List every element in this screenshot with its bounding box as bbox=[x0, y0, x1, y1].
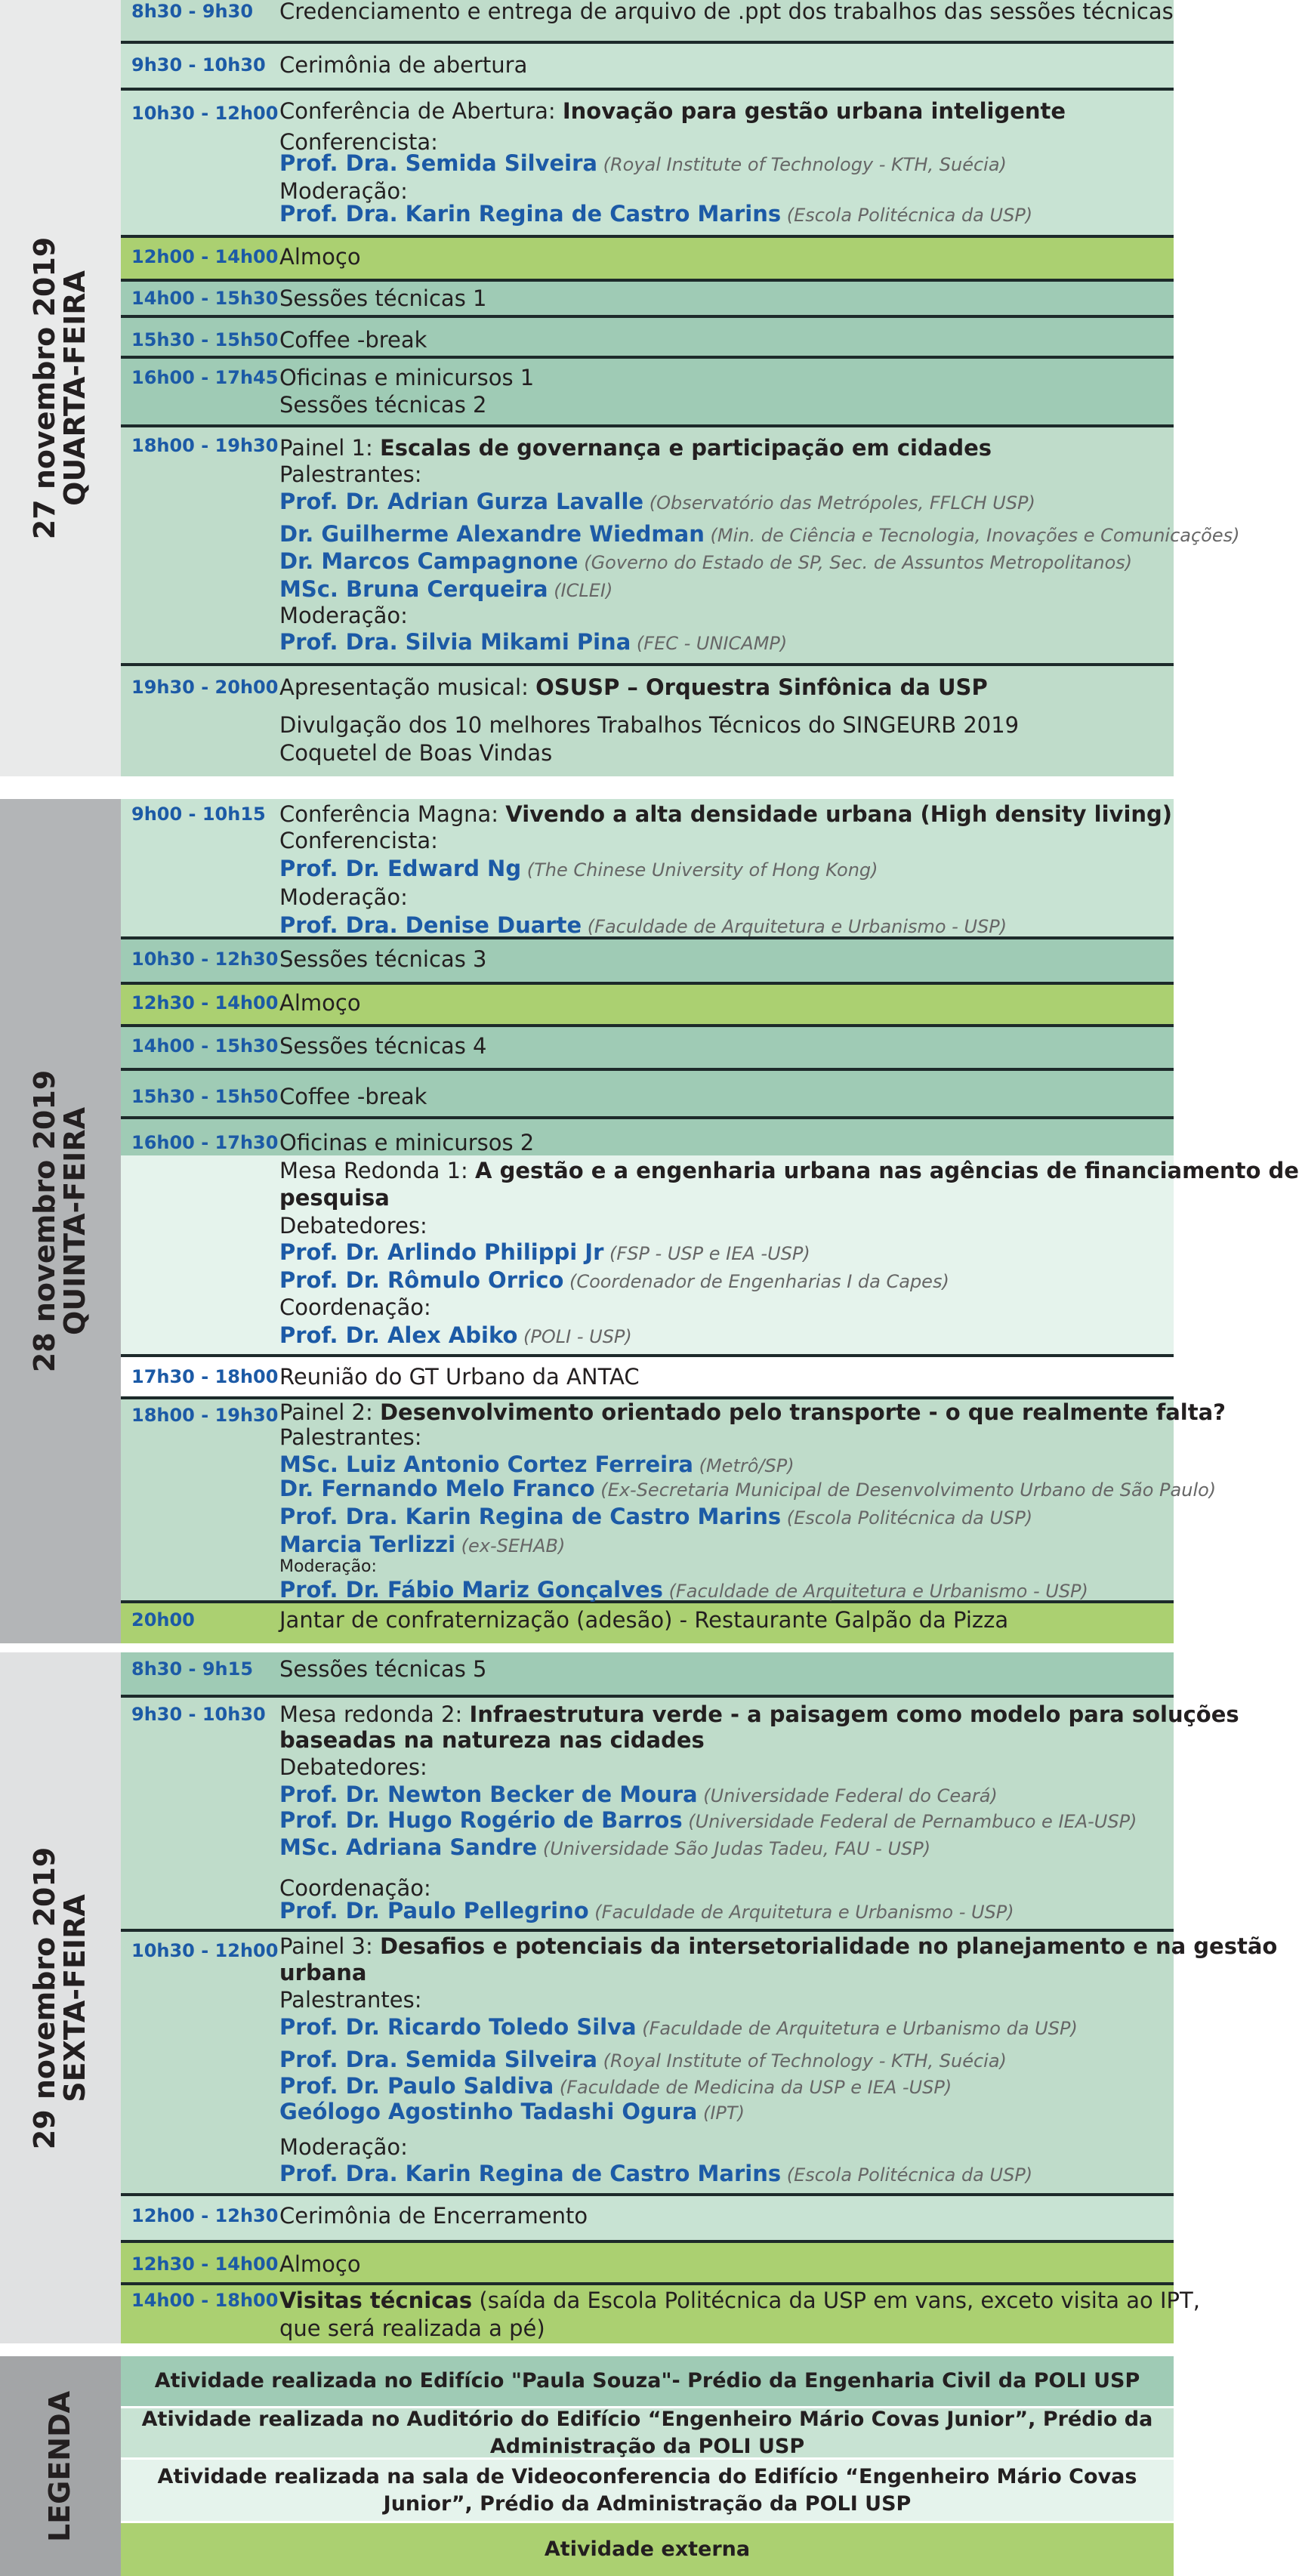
time-slot: 8h30 - 9h30 bbox=[131, 1, 254, 22]
row-text-line bbox=[279, 1267, 949, 1293]
text-segment: Divulgação dos 10 melhores Trabalhos Técnicos do SINGEURB 2019 bbox=[279, 712, 1020, 738]
row-text-line bbox=[279, 201, 1032, 227]
person-name: MSc. Bruna Cerqueira bbox=[279, 576, 548, 602]
row-text-line bbox=[279, 1557, 377, 1576]
affiliation: (ex-SEHAB) bbox=[455, 1535, 566, 1556]
row-text-line bbox=[279, 576, 612, 602]
text-segment: Almoço bbox=[279, 990, 361, 1016]
row-text-line bbox=[279, 1476, 1216, 1501]
time-slot: 12h30 - 14h00 bbox=[131, 2254, 279, 2275]
text-segment: Almoço bbox=[279, 244, 361, 270]
time-slot: 9h30 - 10h30 bbox=[131, 1704, 266, 1725]
person-name: Prof. Dr. Newton Becker de Moura bbox=[279, 1782, 698, 1807]
row-text-line bbox=[279, 52, 527, 78]
affiliation: (ICLEI) bbox=[548, 580, 613, 601]
affiliation: (The Chinese University of Hong Kong) bbox=[521, 859, 878, 881]
text-segment: Painel 3: bbox=[279, 1933, 380, 1959]
affiliation: (Faculdade de Arquitetura e Urbanismo - USP) bbox=[588, 1902, 1014, 1923]
text-segment: Moderação: bbox=[279, 884, 408, 910]
row-text-line bbox=[279, 1033, 486, 1059]
row-text-line bbox=[279, 1084, 427, 1109]
row-text-line bbox=[279, 2288, 1200, 2313]
person-name: MSc. Adriana Sandre bbox=[279, 1834, 538, 1860]
day-label-text bbox=[30, 237, 91, 539]
row-text-line bbox=[279, 1960, 367, 1985]
person-name: Prof. Dr. Adrian Gurza Lavalle bbox=[279, 489, 644, 514]
text-segment: Jantar de confraternização (adesão) - Restaurante Galpão da Pizza bbox=[279, 1607, 1009, 1633]
row-text-line bbox=[279, 1452, 795, 1477]
day-label bbox=[0, 0, 121, 776]
affiliation: (FEC - UNICAMP) bbox=[631, 633, 788, 654]
row-text-line bbox=[279, 603, 408, 628]
row-text-line bbox=[279, 1834, 930, 1860]
row-text-line bbox=[279, 2014, 1078, 2040]
text-segment: Moderação: bbox=[279, 603, 408, 628]
row-text-line bbox=[279, 1577, 1088, 1603]
person-name: Marcia Terlizzi bbox=[279, 1532, 456, 1557]
person-name: Prof. Dr. Paulo Saldiva bbox=[279, 2073, 554, 2099]
row-text-line bbox=[279, 2161, 1032, 2186]
text-segment: Palestrantes: bbox=[279, 1987, 422, 2013]
day-label-text bbox=[30, 1846, 91, 2149]
row-text-line bbox=[279, 1933, 1277, 1959]
row-text-line bbox=[279, 1364, 640, 1390]
row-text-line bbox=[279, 178, 408, 204]
row-text-line bbox=[279, 856, 878, 881]
time-slot: 12h30 - 14h00 bbox=[131, 992, 279, 1013]
affiliation: (Faculdade de Arquitetura e Urbanismo - USP) bbox=[582, 916, 1007, 937]
row-text-line bbox=[279, 2099, 745, 2124]
row-text-line bbox=[279, 990, 361, 1016]
row-text-line bbox=[279, 740, 552, 766]
activity-title: urbana bbox=[279, 1960, 367, 1985]
activity-title: OSUSP – Orquestra Sinfônica da USP bbox=[535, 674, 988, 700]
row-text-line bbox=[279, 2251, 361, 2277]
row-text-line bbox=[279, 365, 534, 390]
person-name: Prof. Dra. Karin Regina de Castro Marins bbox=[279, 1504, 782, 1529]
text-segment: Conferencista: bbox=[279, 129, 438, 155]
time-slot: 14h00 - 15h30 bbox=[131, 1035, 279, 1057]
activity-title: Desenvolvimento orientado pelo transporte - o que realmente falta? bbox=[379, 1399, 1226, 1425]
text-segment: Mesa redonda 2: bbox=[279, 1701, 470, 1727]
row-text-line bbox=[279, 2134, 408, 2160]
person-name: Prof. Dr. Edward Ng bbox=[279, 856, 522, 881]
row-text-line bbox=[279, 1782, 998, 1807]
row-text-line bbox=[279, 489, 1035, 514]
text-segment: Sessões técnicas 5 bbox=[279, 1656, 487, 1682]
activity-title: pesquisa bbox=[279, 1185, 390, 1211]
person-name: Prof. Dr. Fábio Mariz Gonçalves bbox=[279, 1577, 663, 1603]
affiliation: (Coordenador de Engenharias I da Capes) bbox=[563, 1271, 949, 1292]
text-segment: (saída da Escola Politécnica da USP em vans, exceto visita ao IPT, bbox=[472, 2288, 1200, 2313]
text-segment: Apresentação musical: bbox=[279, 674, 536, 700]
activity-title: Inovação para gestão urbana inteligente bbox=[562, 98, 1066, 124]
person-name: Prof. Dra. Semida Silveira bbox=[279, 2047, 597, 2072]
time-slot: 8h30 - 9h15 bbox=[131, 1658, 254, 1680]
time-slot: 16h00 - 17h45 bbox=[131, 367, 279, 388]
text-segment: Oficinas e minicursos 2 bbox=[279, 1130, 535, 1155]
text-segment: Coffee -break bbox=[279, 1084, 427, 1109]
text-segment: Painel 1: bbox=[279, 435, 380, 461]
person-name: Prof. Dr. Alex Abiko bbox=[279, 1322, 518, 1348]
legend-item-text: Atividade realizada no Auditório do Edifício “Engenheiro Mário Covas Junior”, Prédio da Administração da POLI USP bbox=[141, 2408, 1153, 2458]
person-name: Dr. Guilherme Alexandre Wiedman bbox=[279, 521, 705, 547]
text-segment: Coordenação: bbox=[279, 1875, 431, 1901]
time-slot: 15h30 - 15h50 bbox=[131, 329, 279, 350]
time-slot: 12h00 - 12h30 bbox=[131, 2205, 279, 2226]
legend-label-text bbox=[45, 2390, 76, 2541]
legend-item-text: Atividade realizada na sala de Videoconferencia do Edifício “Engenheiro Mário Covas Junior”, Prédio da Administração da POLI USP bbox=[157, 2465, 1137, 2516]
text-segment: Cerimônia de abertura bbox=[279, 52, 528, 78]
row-text-line bbox=[279, 1701, 1239, 1727]
person-name: Prof. Dra. Denise Duarte bbox=[279, 912, 582, 938]
text-segment: Coffee -break bbox=[279, 327, 427, 353]
row-text-line bbox=[279, 327, 427, 353]
row-text-line bbox=[279, 1727, 705, 1753]
text-segment: Mesa Redonda 1: bbox=[279, 1158, 476, 1183]
time-slot: 20h00 bbox=[131, 1609, 195, 1630]
row-text-line bbox=[279, 0, 1174, 24]
text-segment: Almoço bbox=[279, 2251, 361, 2277]
person-name: Prof. Dra. Semida Silveira bbox=[279, 150, 597, 176]
time-slot: 19h30 - 20h00 bbox=[131, 677, 279, 698]
legend-item bbox=[121, 2356, 1174, 2408]
row-text-line bbox=[279, 2047, 1007, 2072]
row-text-line bbox=[279, 98, 1066, 124]
row-text-line bbox=[279, 1239, 810, 1265]
person-name: Prof. Dr. Paulo Pellegrino bbox=[279, 1898, 589, 1924]
row-text-line bbox=[279, 244, 361, 270]
text-segment: Sessões técnicas 3 bbox=[279, 946, 487, 972]
person-name: Prof. Dr. Rômulo Orrico bbox=[279, 1267, 564, 1293]
activity-title: Desafios e potenciais da intersetorialidade no planejamento e na gestão bbox=[379, 1933, 1278, 1959]
day-weekday: SEXTA-FEIRA bbox=[58, 1893, 91, 2102]
affiliation: (Min. de Ciência e Tecnologia, Inovações e Comunicações) bbox=[704, 525, 1240, 546]
row-text-line bbox=[279, 912, 1007, 938]
legend-item bbox=[121, 2460, 1174, 2523]
text-segment: Coquetel de Boas Vindas bbox=[279, 740, 553, 766]
affiliation: (Metrô/SP) bbox=[693, 1455, 795, 1476]
text-segment: Conferencista: bbox=[279, 828, 438, 853]
affiliation: (Escola Politécnica da USP) bbox=[781, 1507, 1033, 1529]
row-text-line bbox=[279, 1424, 422, 1450]
row-text-line bbox=[279, 2315, 545, 2341]
person-name: Prof. Dr. Hugo Rogério de Barros bbox=[279, 1807, 683, 1833]
text-segment: Oficinas e minicursos 1 bbox=[279, 365, 535, 390]
text-segment: Coordenação: bbox=[279, 1294, 431, 1320]
day-date: 28 novembro 2019 bbox=[28, 1069, 62, 1373]
row-text-line bbox=[279, 884, 408, 910]
activity-title: baseadas na natureza nas cidades bbox=[279, 1727, 705, 1753]
affiliation: (Governo do Estado de SP, Sec. de Assuntos Metropolitanos) bbox=[578, 552, 1133, 573]
affiliation: (Universidade São Judas Tadeu, FAU - USP) bbox=[537, 1838, 931, 1859]
row-text-line bbox=[279, 1399, 1226, 1425]
text-segment: Credenciamento e entrega de arquivo de .ppt dos trabalhos das sessões técnicas bbox=[279, 0, 1174, 24]
row-text-line bbox=[279, 521, 1239, 547]
time-slot: 9h30 - 10h30 bbox=[131, 54, 266, 76]
text-segment: Sessões técnicas 1 bbox=[279, 285, 487, 311]
text-segment: Palestrantes: bbox=[279, 461, 422, 487]
time-slot: 15h30 - 15h50 bbox=[131, 1086, 279, 1107]
day-date: 27 novembro 2019 bbox=[28, 236, 62, 540]
text-segment: Debatedores: bbox=[279, 1754, 427, 1780]
affiliation: (Faculdade de Arquitetura e Urbanismo - USP) bbox=[662, 1581, 1088, 1602]
time-slot: 10h30 - 12h30 bbox=[131, 949, 279, 970]
affiliation: (Universidade Federal do Ceará) bbox=[697, 1785, 998, 1806]
affiliation: (Universidade Federal de Pernambuco e IEA-USP) bbox=[682, 1811, 1137, 1832]
time-slot: 17h30 - 18h00 bbox=[131, 1366, 279, 1387]
row-text-line bbox=[279, 1987, 422, 2013]
text-segment: Painel 2: bbox=[279, 1399, 380, 1425]
text-segment: Cerimônia de Encerramento bbox=[279, 2203, 588, 2229]
row-text-line bbox=[279, 712, 1019, 738]
time-slot: 18h00 - 19h30 bbox=[131, 1405, 279, 1426]
activity-title: Visitas técnicas bbox=[279, 2288, 473, 2313]
legend-item-text: Atividade realizada no Edifício "Paula Souza"- Prédio da Engenharia Civil da POLI USP bbox=[154, 2369, 1140, 2393]
affiliation: (Faculdade de Medicina da USP e IEA -USP) bbox=[554, 2077, 952, 2098]
affiliation: (Observatório das Metrópoles, FFLCH USP) bbox=[643, 492, 1035, 514]
row-text-line bbox=[279, 548, 1132, 574]
text-segment: Moderação: bbox=[279, 2134, 408, 2160]
person-name: Dr. Marcos Campagnone bbox=[279, 548, 579, 574]
affiliation: (POLI - USP) bbox=[517, 1326, 632, 1347]
affiliation: (Escola Politécnica da USP) bbox=[781, 2164, 1033, 2186]
activity-title: Infraestrutura verde - a paisagem como modelo para soluções bbox=[469, 1701, 1239, 1727]
row-text-line bbox=[279, 828, 438, 853]
row-text-line bbox=[279, 629, 787, 655]
legend-label bbox=[0, 2356, 121, 2576]
time-slot: 12h00 - 14h00 bbox=[131, 246, 279, 267]
text-segment: Moderação: bbox=[279, 178, 408, 204]
time-slot: 14h00 - 15h30 bbox=[131, 288, 279, 309]
time-slot: 9h00 - 10h15 bbox=[131, 804, 266, 825]
time-slot: 10h30 - 12h00 bbox=[131, 1940, 279, 1961]
time-slot: 16h00 - 17h30 bbox=[131, 1132, 279, 1153]
time-slot: 14h00 - 18h00 bbox=[131, 2290, 279, 2311]
text-segment: Sessões técnicas 2 bbox=[279, 392, 487, 418]
day-weekday: QUARTA-FEIRA bbox=[58, 270, 91, 506]
row-text-line bbox=[279, 392, 486, 418]
row-text-line bbox=[279, 1130, 534, 1155]
row-text-line bbox=[279, 150, 1007, 176]
row-text-line bbox=[279, 1607, 1008, 1633]
row-text-line bbox=[279, 1754, 427, 1780]
row-text-line bbox=[279, 1185, 390, 1211]
day-label bbox=[0, 799, 121, 1643]
activity-title: Escalas de governança e participação em cidades bbox=[379, 435, 992, 461]
affiliation: (Ex-Secretaria Municipal de Desenvolvimento Urbano de São Paulo) bbox=[594, 1479, 1217, 1501]
row-text-line bbox=[279, 1898, 1014, 1924]
time-slot: 18h00 - 19h30 bbox=[131, 435, 279, 456]
text-segment: Debatedores: bbox=[279, 1213, 427, 1239]
legend-item bbox=[121, 2408, 1174, 2460]
row-text-line bbox=[279, 1532, 565, 1557]
text-segment: Sessões técnicas 4 bbox=[279, 1033, 487, 1059]
text-segment: Conferência de Abertura: bbox=[279, 98, 563, 124]
row-text-line bbox=[279, 435, 992, 461]
row-text-line bbox=[279, 946, 486, 972]
day-label bbox=[0, 1652, 121, 2343]
row-text-line bbox=[279, 461, 422, 487]
person-name: Prof. Dra. Karin Regina de Castro Marins bbox=[279, 2161, 782, 2186]
person-name: Prof. Dra. Silvia Mikami Pina bbox=[279, 629, 631, 655]
row-text-line bbox=[279, 1656, 486, 1682]
day-date: 29 novembro 2019 bbox=[28, 1846, 62, 2149]
affiliation: (Escola Politécnica da USP) bbox=[781, 205, 1033, 226]
row-text-line bbox=[279, 1213, 427, 1239]
text-segment: Moderação: bbox=[279, 1557, 377, 1576]
text-segment: Palestrantes: bbox=[279, 1424, 422, 1450]
text-segment: que será realizada a pé) bbox=[279, 2315, 545, 2341]
person-name: MSc. Luiz Antonio Cortez Ferreira bbox=[279, 1452, 693, 1477]
row-text-line bbox=[279, 1875, 431, 1901]
day-label-text bbox=[30, 1070, 91, 1372]
person-name: Prof. Dr. Arlindo Philippi Jr bbox=[279, 1239, 604, 1265]
legend-item-text: Atividade externa bbox=[544, 2537, 751, 2562]
row-text-line bbox=[279, 1504, 1032, 1529]
affiliation: (Royal Institute of Technology - KTH, Suécia) bbox=[597, 154, 1007, 175]
text-segment: Reunião do GT Urbano da ANTAC bbox=[279, 1364, 640, 1390]
legend-item bbox=[121, 2523, 1174, 2576]
row-text-line bbox=[279, 1322, 632, 1348]
affiliation: (FSP - USP e IEA -USP) bbox=[603, 1243, 810, 1264]
legend-title: LEGENDA bbox=[43, 2390, 77, 2542]
person-name: Geólogo Agostinho Tadashi Ogura bbox=[279, 2099, 698, 2124]
affiliation: (IPT) bbox=[697, 2102, 745, 2124]
person-name: Prof. Dr. Ricardo Toledo Silva bbox=[279, 2014, 637, 2040]
time-slot: 10h30 - 12h00 bbox=[131, 103, 279, 124]
person-name: Prof. Dra. Karin Regina de Castro Marins bbox=[279, 201, 782, 227]
row-text-line bbox=[279, 2203, 588, 2229]
row-text-line bbox=[279, 801, 1172, 827]
person-name: Dr. Fernando Melo Franco bbox=[279, 1476, 595, 1501]
activity-title: A gestão e a engenharia urbana nas agências de financiamento de bbox=[475, 1158, 1299, 1183]
row-text-line bbox=[279, 1807, 1137, 1833]
text-segment: Conferência Magna: bbox=[279, 801, 506, 827]
row-text-line bbox=[279, 1158, 1299, 1183]
affiliation: (Royal Institute of Technology - KTH, Suécia) bbox=[597, 2050, 1007, 2072]
affiliation: (Faculdade de Arquitetura e Urbanismo da USP) bbox=[636, 2018, 1078, 2039]
row-text-line bbox=[279, 2073, 952, 2099]
row-text-line bbox=[279, 674, 988, 700]
row-text-line bbox=[279, 1294, 431, 1320]
activity-title: Vivendo a alta densidade urbana (High density living) bbox=[505, 801, 1173, 827]
day-weekday: QUINTA-FEIRA bbox=[58, 1107, 91, 1335]
row-text-line bbox=[279, 285, 486, 311]
